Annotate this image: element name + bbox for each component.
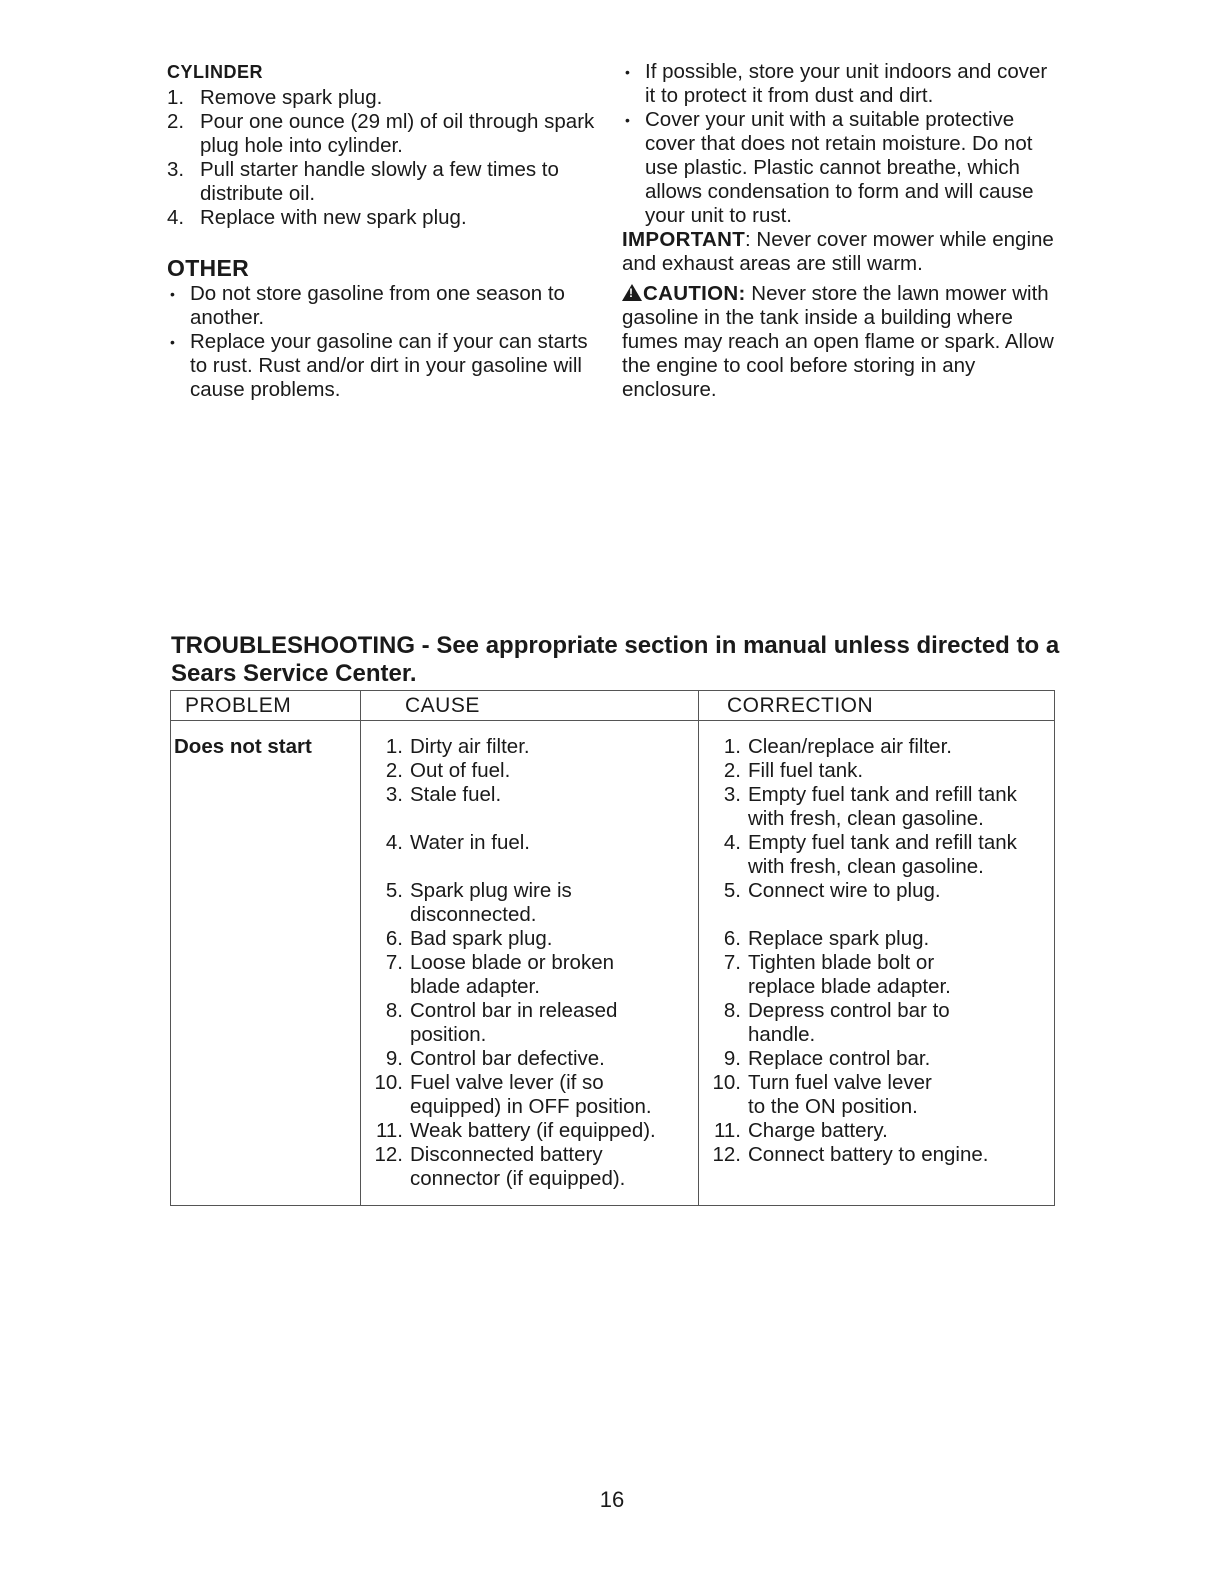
cause-item bbox=[367, 927, 692, 951]
cause-item bbox=[367, 879, 692, 927]
item-text: Out of fuel. bbox=[410, 759, 511, 782]
step-number: 2. bbox=[167, 110, 185, 133]
bullet-text: If possible, store your unit indoors and cover it to protect it from dust and dirt. bbox=[645, 60, 1048, 107]
important-note bbox=[622, 228, 1062, 276]
item-number: 7. bbox=[385, 951, 403, 974]
item-text: Empty fuel tank and refill tank with fresh, clean gasoline. bbox=[748, 831, 1017, 878]
item-number: 5. bbox=[723, 879, 741, 902]
item-number: 9. bbox=[385, 1047, 403, 1070]
correction-item bbox=[705, 879, 1048, 903]
item-number: 6. bbox=[385, 927, 403, 950]
warning-triangle-icon bbox=[622, 284, 642, 301]
item-number: 3. bbox=[723, 783, 741, 806]
table-row bbox=[171, 721, 1055, 1206]
step-number: 1. bbox=[167, 86, 185, 109]
step-number: 4. bbox=[167, 206, 185, 229]
list-item bbox=[167, 86, 607, 110]
bullet-icon: • bbox=[170, 334, 175, 350]
correction-item bbox=[705, 1143, 1048, 1167]
correction-item bbox=[705, 1047, 1048, 1071]
cylinder-steps bbox=[167, 86, 607, 230]
troubleshooting-table bbox=[170, 690, 1055, 1206]
item-number: 2. bbox=[385, 759, 403, 782]
bullet-icon: • bbox=[625, 64, 630, 80]
item-text: Stale fuel. bbox=[410, 783, 502, 806]
item-number: 9. bbox=[723, 1047, 741, 1070]
important-label: IMPORTANT bbox=[622, 228, 746, 251]
item-number: 4. bbox=[385, 831, 403, 854]
bullet-text: Cover your unit with a suitable protective cover that does not retain moisture. Do not use plastic. Plastic cannot breathe, which allows condensation to form and will cause your unit to rust. bbox=[645, 108, 1034, 227]
item-number: 5. bbox=[385, 879, 403, 902]
header-correction: CORRECTION bbox=[699, 691, 1055, 721]
step-text: Pull starter handle slowly a few times to distribute oil. bbox=[200, 158, 559, 205]
cause-item bbox=[367, 759, 692, 783]
item-text: Replace control bar. bbox=[748, 1047, 931, 1070]
item-number: 11. bbox=[714, 1119, 741, 1142]
other-heading: OTHER bbox=[167, 255, 249, 281]
correction-cell bbox=[699, 721, 1055, 1206]
list-item bbox=[167, 282, 607, 330]
item-text: Replace spark plug. bbox=[748, 927, 930, 950]
item-number: 12. bbox=[374, 1143, 403, 1166]
step-text: Pour one ounce (29 ml) of oil through spark plug hole into cylinder. bbox=[200, 110, 595, 157]
item-number: 4. bbox=[723, 831, 741, 854]
step-text: Replace with new spark plug. bbox=[200, 206, 467, 229]
list-item bbox=[167, 206, 607, 230]
item-text: Clean/replace air filter. bbox=[748, 735, 952, 758]
page-number: 16 bbox=[599, 1487, 625, 1512]
cause-item bbox=[367, 1143, 692, 1191]
correction-item bbox=[705, 831, 1048, 879]
problem-cell bbox=[171, 721, 361, 1206]
item-text: Control bar in released position. bbox=[410, 999, 618, 1046]
header-problem: PROBLEM bbox=[171, 691, 361, 721]
item-text: Loose blade or broken blade adapter. bbox=[410, 951, 615, 998]
cause-cell bbox=[361, 721, 699, 1206]
item-number: 10. bbox=[374, 1071, 403, 1094]
important-text: : Never cover mower while engine and exhaust areas are still warm. bbox=[622, 228, 1054, 275]
item-text: Turn fuel valve lever to the ON position. bbox=[748, 1071, 932, 1118]
item-number: 1. bbox=[723, 735, 741, 758]
storage-bullets bbox=[622, 60, 1062, 228]
item-number: 11. bbox=[376, 1119, 403, 1142]
item-text: Charge battery. bbox=[748, 1119, 888, 1142]
item-number: 1. bbox=[385, 735, 403, 758]
item-text: Fuel valve lever (if so equipped) in OFF position. bbox=[410, 1071, 652, 1118]
bullet-text: Do not store gasoline from one season to another. bbox=[190, 282, 565, 329]
item-text: Empty fuel tank and refill tank with fresh, clean gasoline. bbox=[748, 783, 1017, 830]
correction-item bbox=[705, 927, 1048, 951]
caution-note bbox=[622, 282, 1062, 402]
list-item bbox=[167, 330, 607, 402]
step-number: 3. bbox=[167, 158, 185, 181]
caution-text: Never store the lawn mower with gasoline in the tank inside a building where fumes may reach an open flame or spark. Allow the engine to cool before storing in any enclosure. bbox=[622, 282, 1054, 401]
cause-item bbox=[367, 951, 692, 999]
item-number: 3. bbox=[385, 783, 403, 806]
item-number: 6. bbox=[723, 927, 741, 950]
correction-item bbox=[705, 759, 1048, 783]
item-text: Disconnected battery connector (if equipped). bbox=[410, 1143, 626, 1190]
correction-item bbox=[705, 1119, 1048, 1143]
item-number: 12. bbox=[712, 1143, 741, 1166]
item-number: 7. bbox=[723, 951, 741, 974]
problem-text: Does not start bbox=[174, 735, 312, 758]
item-text: Fill fuel tank. bbox=[748, 759, 864, 782]
list-item bbox=[622, 108, 1062, 228]
item-text: Connect battery to engine. bbox=[748, 1143, 989, 1166]
item-number: 2. bbox=[723, 759, 741, 782]
item-text: Bad spark plug. bbox=[410, 927, 553, 950]
item-text: Dirty air filter. bbox=[410, 735, 530, 758]
item-text: Water in fuel. bbox=[410, 831, 531, 854]
correction-item bbox=[705, 999, 1048, 1047]
left-column bbox=[167, 60, 607, 402]
other-bullets bbox=[167, 282, 607, 402]
troubleshooting-title: TROUBLESHOOTING - See appropriate section in manual unless directed to a Sears Service Center. bbox=[171, 632, 1060, 687]
bullet-icon: • bbox=[625, 112, 630, 128]
cause-item bbox=[367, 999, 692, 1047]
cause-item bbox=[367, 1047, 692, 1071]
item-text: Connect wire to plug. bbox=[748, 879, 941, 902]
cause-item bbox=[367, 735, 692, 759]
caution-label: CAUTION: bbox=[643, 282, 746, 305]
correction-item bbox=[705, 1071, 1048, 1119]
item-number: 8. bbox=[723, 999, 741, 1022]
list-item bbox=[622, 60, 1062, 108]
header-cause: CAUSE bbox=[361, 691, 699, 721]
correction-item bbox=[705, 735, 1048, 759]
correction-item bbox=[705, 951, 1048, 999]
item-text: Tighten blade bolt or replace blade adapter. bbox=[748, 951, 951, 998]
step-text: Remove spark plug. bbox=[200, 86, 383, 109]
item-text: Spark plug wire is disconnected. bbox=[410, 879, 572, 926]
bullet-text: Replace your gasoline can if your can starts to rust. Rust and/or dirt in your gasoline will cause problems. bbox=[190, 330, 588, 401]
cause-item bbox=[367, 1119, 692, 1143]
item-number: 8. bbox=[385, 999, 403, 1022]
table-header-row bbox=[171, 691, 1055, 721]
bullet-icon: • bbox=[170, 286, 175, 302]
right-column bbox=[622, 60, 1062, 402]
correction-item bbox=[705, 783, 1048, 831]
item-number: 10. bbox=[712, 1071, 741, 1094]
cylinder-heading: CYLINDER bbox=[167, 62, 264, 82]
list-item bbox=[167, 158, 607, 206]
item-text: Depress control bar to handle. bbox=[748, 999, 950, 1046]
cause-item bbox=[367, 831, 692, 855]
cause-item bbox=[367, 783, 692, 807]
item-text: Weak battery (if equipped). bbox=[410, 1119, 656, 1142]
cause-item bbox=[367, 1071, 692, 1119]
list-item bbox=[167, 110, 607, 158]
item-text: Control bar defective. bbox=[410, 1047, 605, 1070]
